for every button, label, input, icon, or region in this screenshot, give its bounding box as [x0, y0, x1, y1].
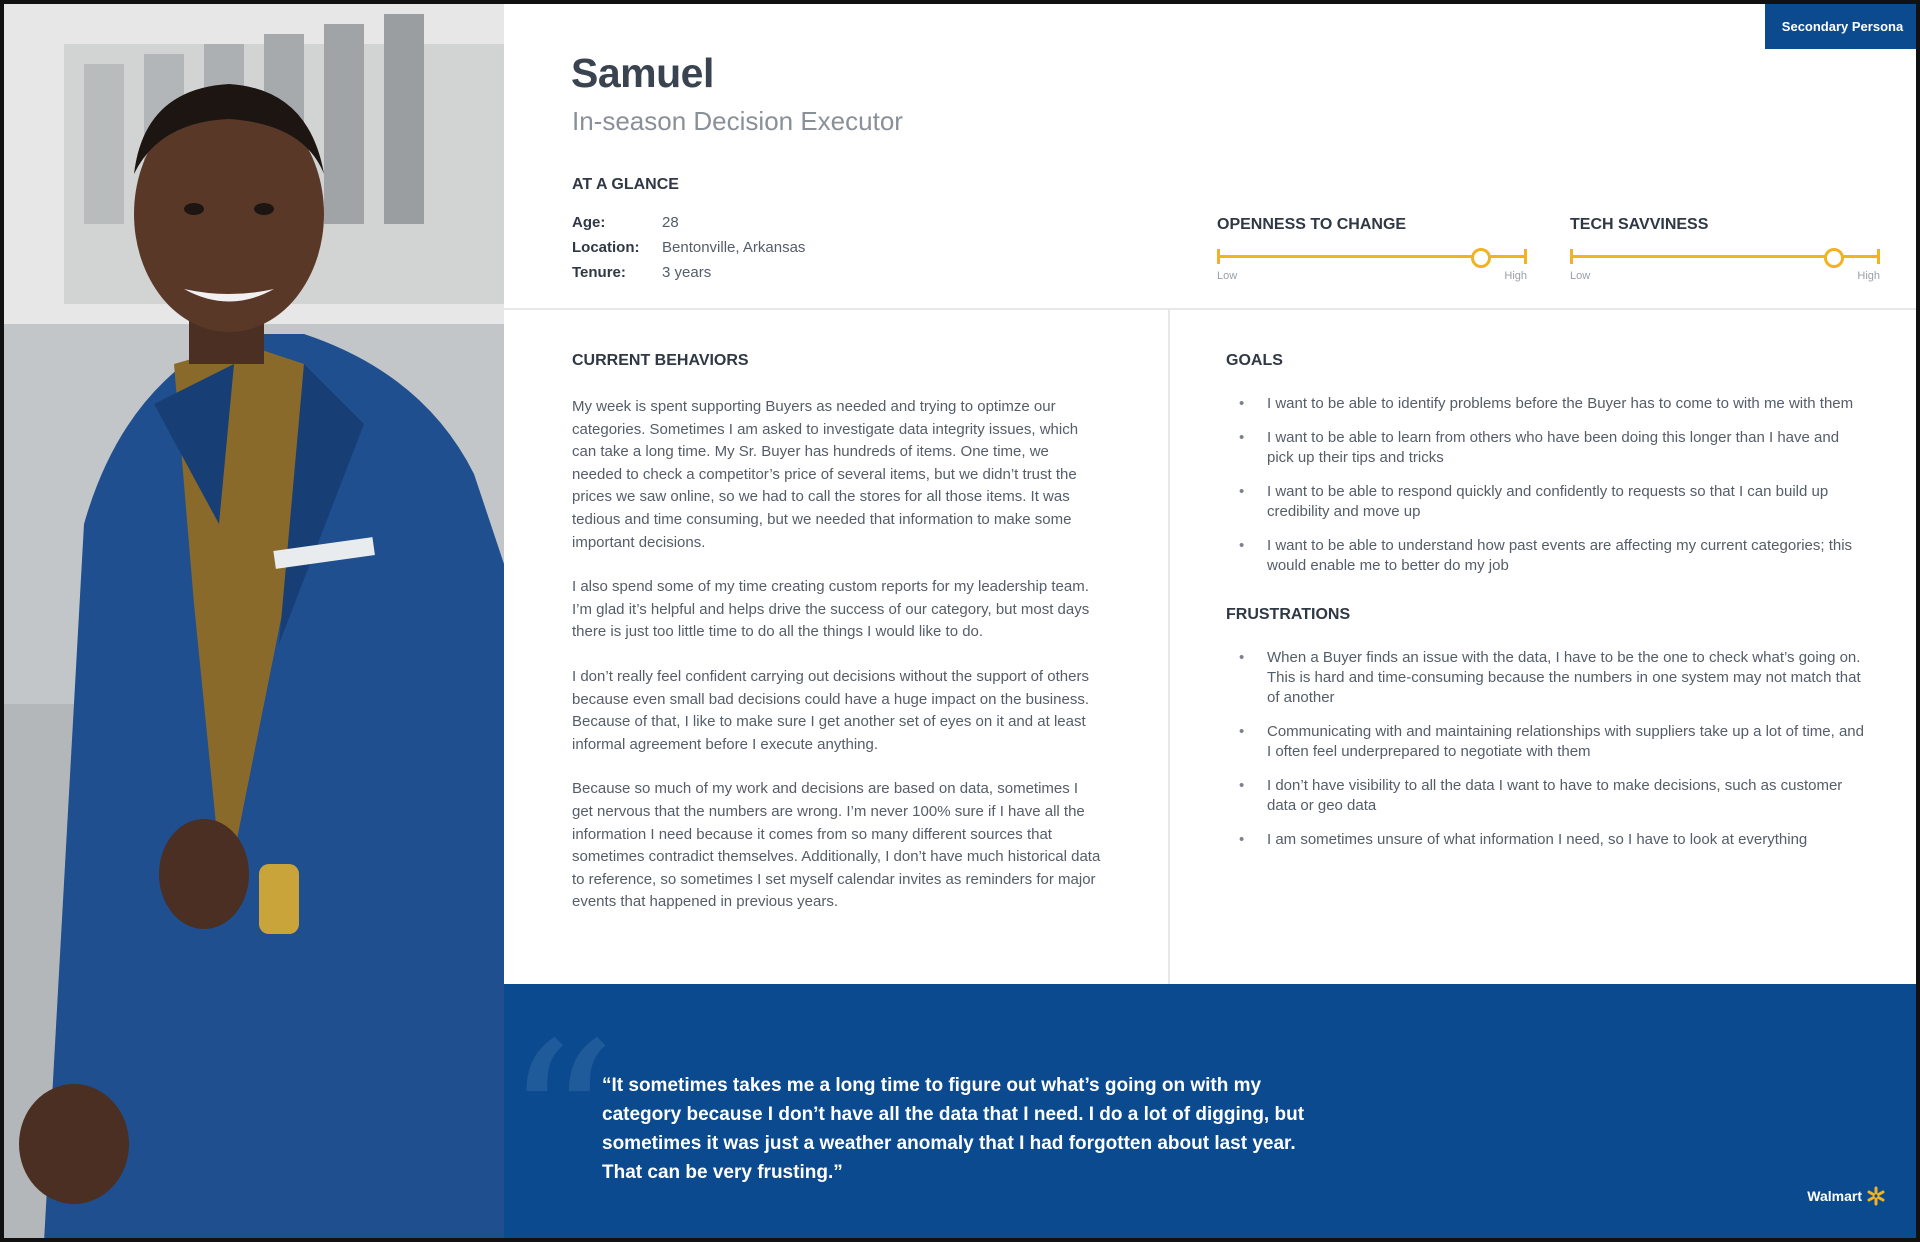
goal-item	[1226, 428, 1866, 468]
current-behaviors-panel	[504, 310, 1170, 984]
scale-knob	[1824, 248, 1844, 268]
portrait-illustration	[4, 4, 504, 1242]
scale-high-label: High	[1504, 270, 1527, 282]
goal-text: I want to be able to learn from others who have been doing this longer than I have and pick up their tips and tricks	[1267, 429, 1840, 466]
persona-type-badge: Secondary Persona	[1765, 4, 1920, 49]
openness-to-change-scale	[1217, 216, 1527, 282]
at-a-glance-heading: AT A GLANCE	[572, 176, 679, 193]
bullet-icon: •	[1239, 395, 1245, 412]
frustration-text: Communicating with and maintaining relationships with suppliers take up a lot of time, and I often feel underprepared to negotiate with them	[1267, 723, 1864, 760]
spark-icon	[1866, 1186, 1886, 1206]
fact-value: 28	[662, 214, 679, 231]
fact-label: Age:	[572, 214, 606, 231]
goals-frustrations-content	[1226, 352, 1866, 864]
fact-value: 3 years	[662, 264, 712, 281]
bullet-icon: •	[1239, 429, 1245, 446]
goal-text: I want to be able to understand how past events are affecting my current categories; this would enable me to better do my job	[1267, 537, 1853, 574]
frustration-item	[1226, 776, 1866, 816]
goals-frustrations-panel	[1170, 310, 1920, 984]
at-a-glance-facts	[572, 210, 805, 285]
brand-name: Walmart	[1807, 1188, 1862, 1204]
frustration-text: I am sometimes unsure of what information I need, so I have to look at everything	[1267, 831, 1808, 848]
goal-item	[1226, 536, 1866, 576]
goal-text: I want to be able to identify problems before the Buyer has to come to with me with them	[1267, 395, 1854, 412]
behavior-paragraph: Because so much of my work and decisions are based on data, sometimes I get nervous that the numbers are wrong. I’m never 100% sure if I have all the information I need because it comes from so many different sources that sometimes contradict themselves. Additionally, I don’t have much historical data to reference, so sometimes I set myself calendar invites as reminders for major events that happened in previous years.	[572, 780, 1101, 911]
scale-end-cap	[1524, 249, 1527, 264]
behavior-paragraph: My week is spent supporting Buyers as needed and trying to optimze our categories. Sometimes I am asked to investigate data integrity issues, which can take a long time. My Sr. Buyer has hundreds of items. One time, we needed to check a competitor’s price of several items, but we didn’t trust the prices we saw online, so we had to call the stores for all those items. It was tedious and time consuming, but we needed that information to make some important decisions.	[572, 398, 1079, 551]
scale-start-cap	[1217, 249, 1220, 264]
scale-knob	[1471, 248, 1491, 268]
frustration-item	[1226, 830, 1866, 850]
scale-title: TECH SAVVINESS	[1570, 216, 1709, 233]
scale-ends	[1217, 270, 1527, 282]
fact-value: Bentonville, Arkansas	[662, 239, 806, 256]
goal-item	[1226, 394, 1866, 414]
bullet-icon: •	[1239, 537, 1245, 554]
frustration-text: When a Buyer finds an issue with the data, I have to be the one to check what’s going on. This is hard and time-consuming because the numbers in one system may not match that of another	[1267, 649, 1861, 706]
quote-mark-icon: “	[504, 996, 617, 1242]
current-behaviors-content	[572, 352, 1102, 936]
scale-start-cap	[1570, 249, 1573, 264]
bullet-icon: •	[1239, 777, 1245, 794]
bullet-icon: •	[1239, 649, 1245, 666]
quote-band	[504, 984, 1920, 1242]
goals-list	[1226, 394, 1866, 576]
scale-track	[1570, 246, 1880, 268]
current-behaviors-heading: CURRENT BEHAVIORS	[572, 352, 749, 369]
frustration-item	[1226, 722, 1866, 762]
persona-role: In-season Decision Executor	[572, 106, 903, 136]
goal-text: I want to be able to respond quickly and confidently to requests so that I can build up credibility and move up	[1267, 483, 1829, 520]
scale-low-label: Low	[1217, 270, 1238, 282]
walmart-logo	[1807, 1186, 1886, 1206]
behavior-paragraph: I don’t really feel confident carrying out decisions without the support of others because even small bad decisions could have a huge impact on the business. Because of that, I like to make sure I get another set of eyes on it and at least informal agreement before I execute anything.	[572, 667, 1089, 753]
scale-title: OPENNESS TO CHANGE	[1217, 216, 1407, 233]
bullet-icon: •	[1239, 831, 1245, 848]
fact-tenure	[572, 260, 805, 285]
scale-ends	[1570, 270, 1880, 282]
bullet-icon: •	[1239, 483, 1245, 500]
tech-savviness-scale	[1570, 216, 1880, 282]
persona-photo	[4, 4, 504, 1242]
persona-header	[504, 4, 1920, 310]
behavior-paragraph: I also spend some of my time creating custom reports for my leadership team. I’m glad it’s helpful and helps drive the success of our category, but most days there is just too little time to do all the things I would like to do.	[572, 578, 1090, 641]
goal-item	[1226, 482, 1866, 522]
persona-name: Samuel	[571, 50, 714, 96]
fact-age	[572, 210, 805, 235]
goals-heading: GOALS	[1226, 352, 1283, 369]
fact-location	[572, 235, 805, 260]
frustrations-list	[1226, 648, 1866, 850]
scale-low-label: Low	[1570, 270, 1591, 282]
frustrations-heading: FRUSTRATIONS	[1226, 606, 1351, 623]
scale-track	[1217, 246, 1527, 268]
frustration-text: I don’t have visibility to all the data I want to have to make decisions, such as customer data or geo data	[1267, 777, 1843, 814]
fact-label: Location:	[572, 239, 640, 256]
scale-high-label: High	[1857, 270, 1880, 282]
bullet-icon: •	[1239, 723, 1245, 740]
scale-end-cap	[1877, 249, 1880, 264]
persona-quote: “It sometimes takes me a long time to figure out what’s going on with my category because I don’t have all the data that I need. I do a lot of digging, but sometimes it was just a weather anomaly that I had forgotten about last year. That can be very frusting.”	[602, 1075, 1305, 1183]
fact-label: Tenure:	[572, 264, 626, 281]
frustration-item	[1226, 648, 1866, 708]
